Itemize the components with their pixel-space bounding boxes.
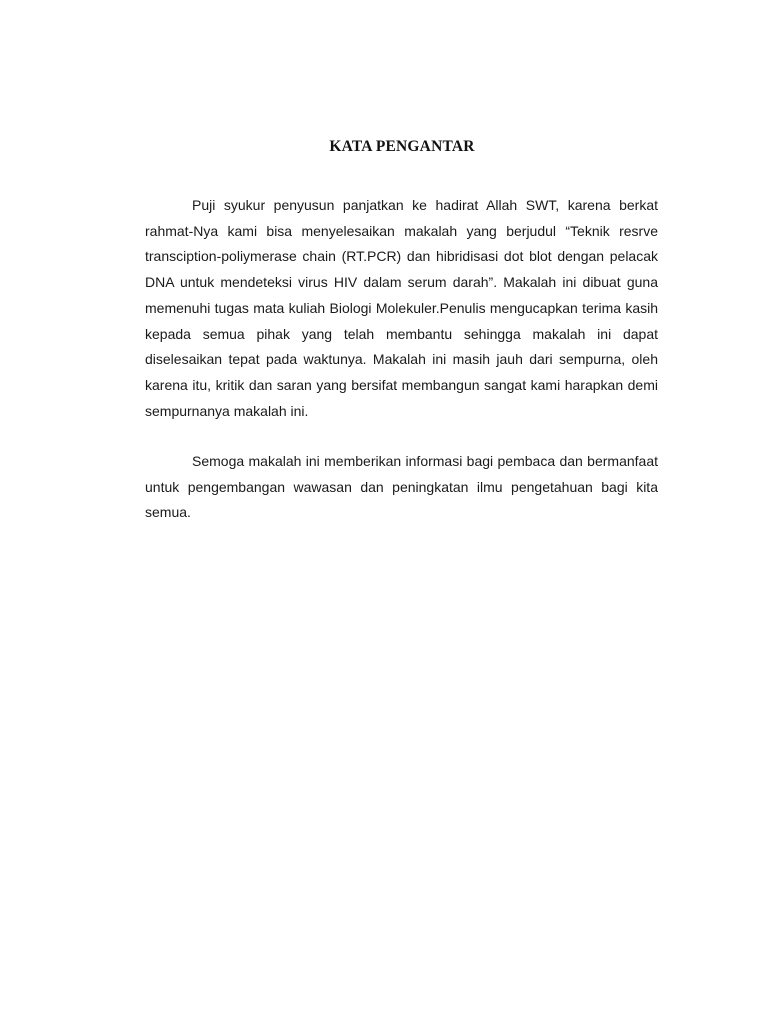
paragraph-block-2 — [145, 449, 658, 526]
body-paragraph: Puji syukur penyusun panjatkan ke hadirat Allah SWT, karena berkat rahmat-Nya kami bisa menyelesaikan makalah yang berjudul “Teknik resrve transciption-poliymerase chain (RT.PCR) dan hibridisasi dot blot dengan pelacak DNA untuk mendeteksi virus HIV dalam serum darah”. Makalah ini dibuat guna memenuhi tugas mata kuliah Biologi Molekuler.Penulis mengucapkan terima kasih kepada semua pihak yang telah membantu sehingga makalah ini dapat diselesaikan tepat pada waktunya. Makalah ini masih jauh dari sempurna, oleh karena itu, kritik dan saran yang bersifat membangun sangat kami harapkan demi sempurnanya makalah ini. — [145, 197, 658, 419]
page-title: KATA PENGANTAR — [329, 138, 475, 155]
paragraph-block-1 — [145, 193, 658, 424]
body-paragraph: Semoga makalah ini memberikan informasi bagi pembaca dan bermanfaat untuk pengembangan wawasan dan peningkatan ilmu pengetahuan bagi kita semua. — [145, 453, 658, 521]
